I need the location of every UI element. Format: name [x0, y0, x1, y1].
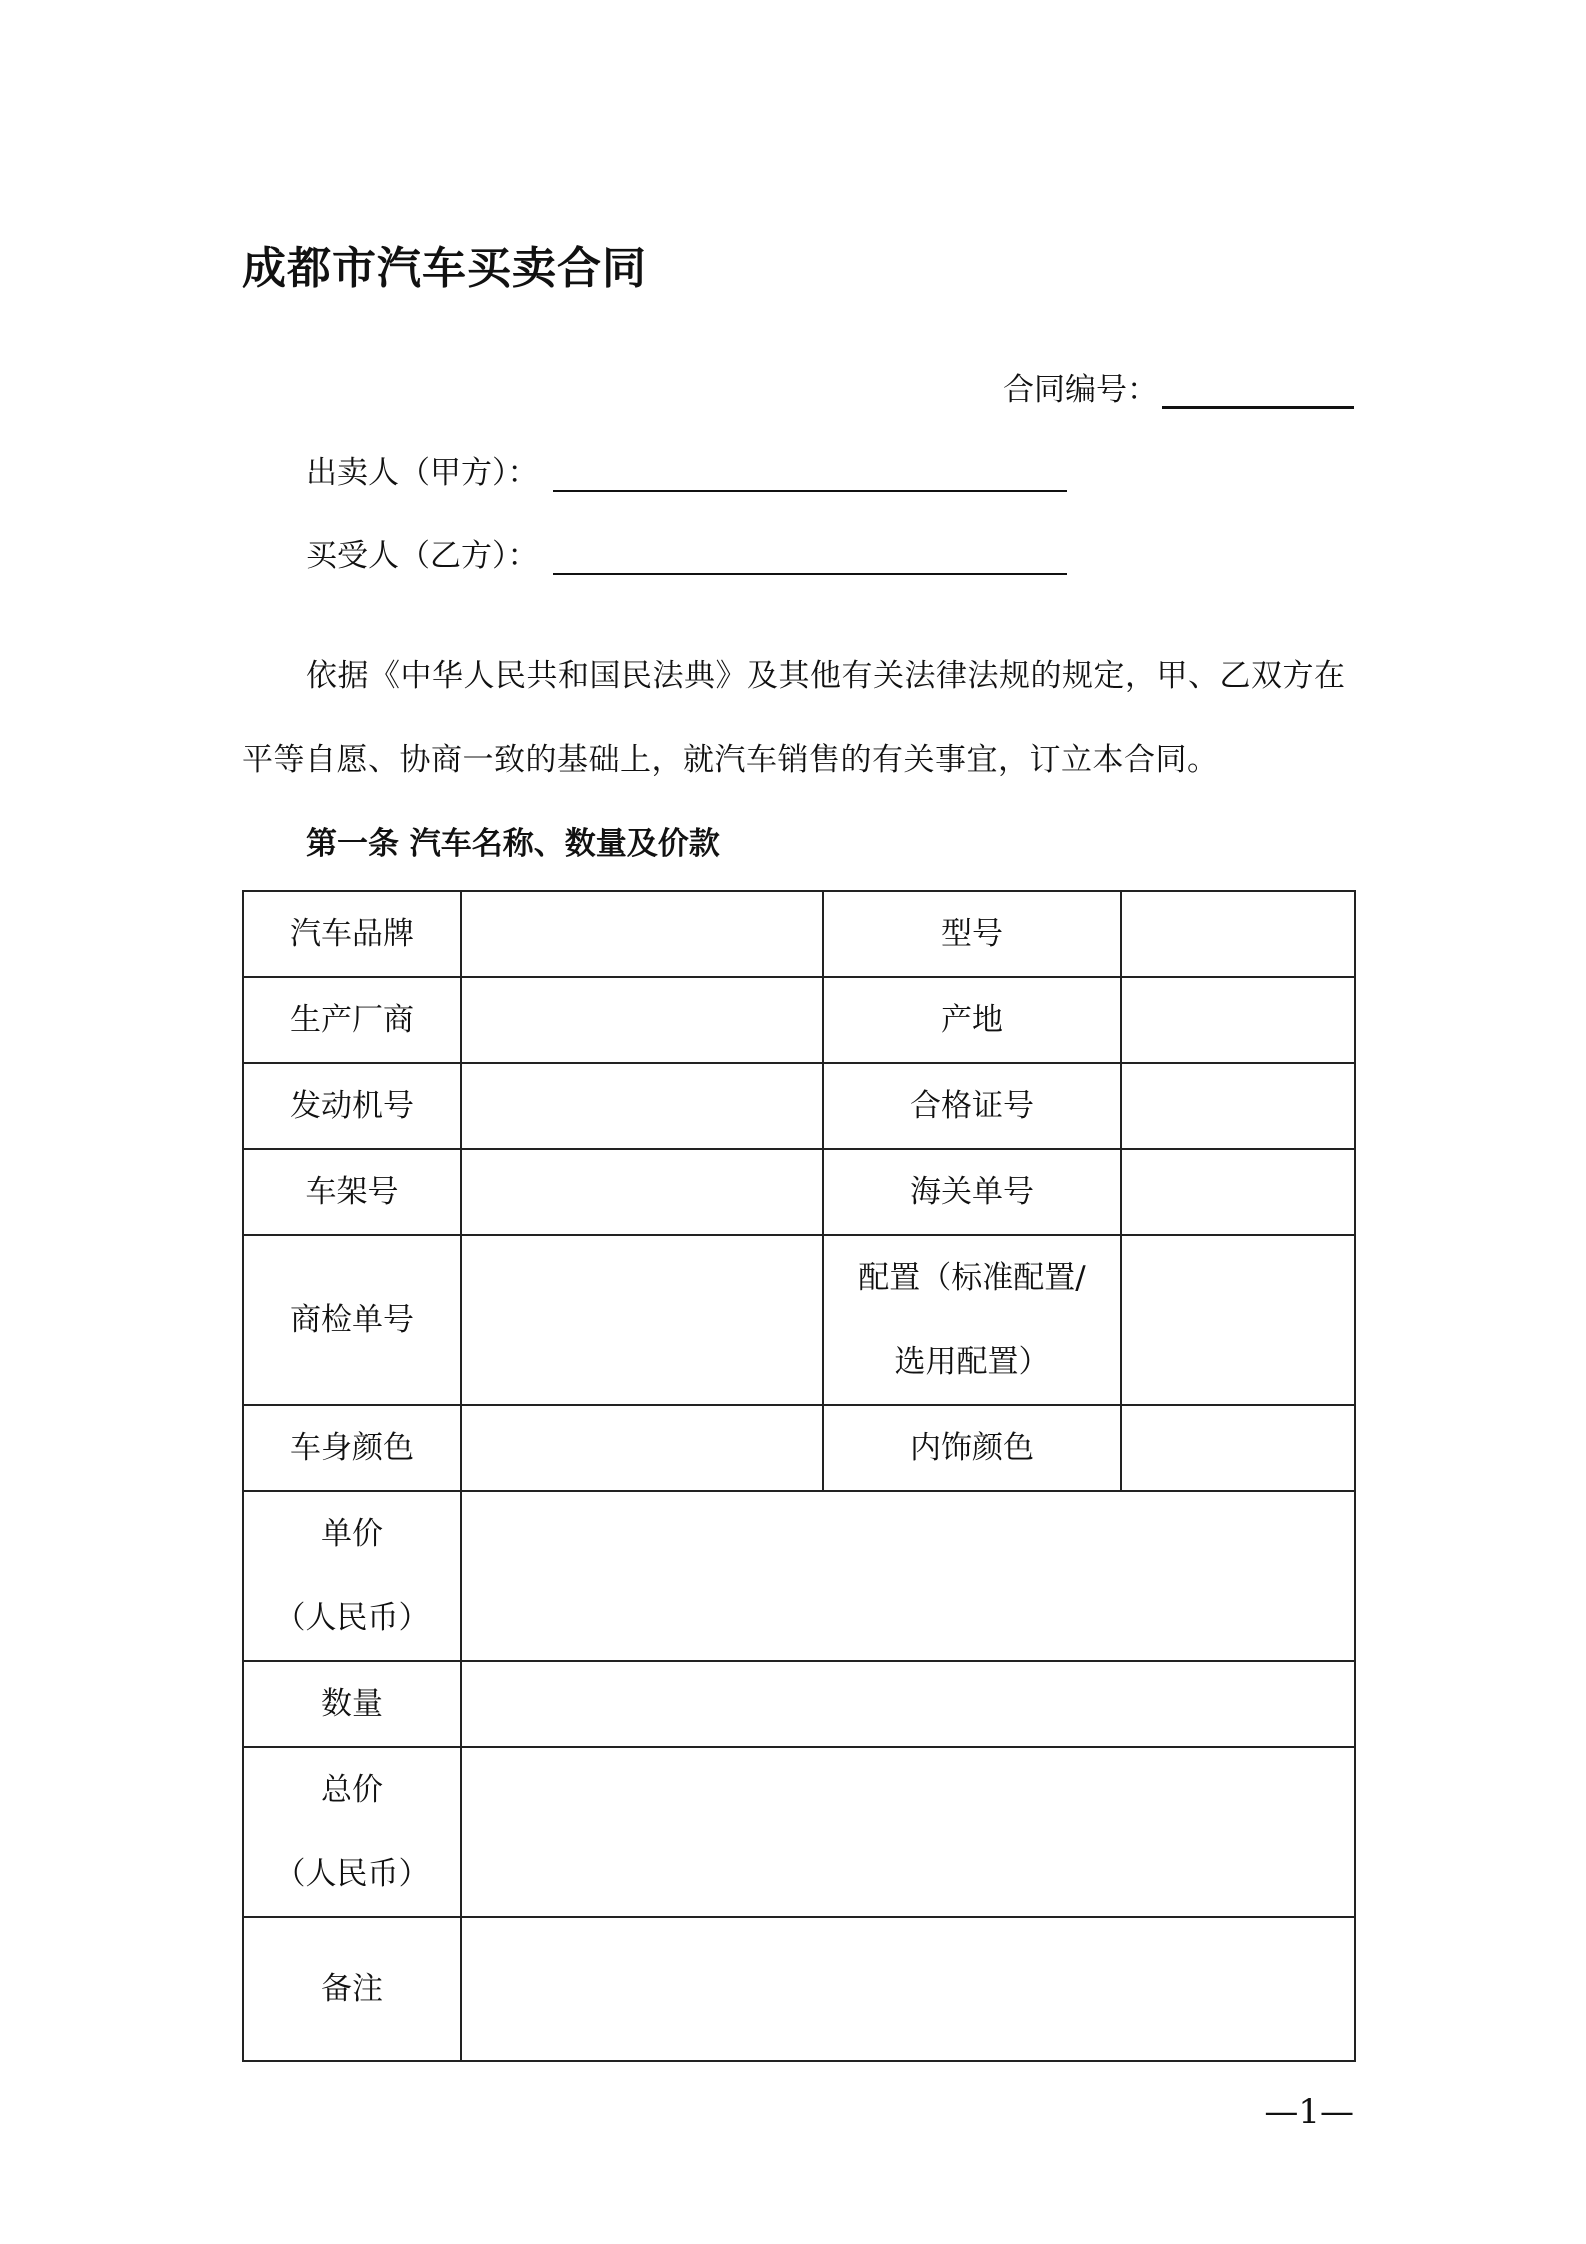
table-row: [243, 1235, 1355, 1405]
document-title: 成都市汽车买卖合同: [242, 243, 647, 294]
page-number: —1—: [1264, 2092, 1354, 2132]
table-row: [243, 1405, 1355, 1491]
unit-price-label-line2: （人民币）: [274, 1600, 430, 1636]
quantity-label: 数量: [243, 1661, 461, 1747]
table-row: [243, 1747, 1355, 1917]
buyer-row: [306, 530, 1067, 575]
contract-number-label: 合同编号：: [1003, 372, 1158, 408]
engine-no-label: 发动机号: [243, 1063, 461, 1149]
table-row: [243, 1149, 1355, 1235]
total-price-value[interactable]: [461, 1747, 1355, 1917]
table-row: [243, 1491, 1355, 1661]
total-price-label-line2: （人民币）: [274, 1856, 430, 1892]
total-price-label-line1: 总价: [321, 1772, 383, 1808]
config-label-line1: 配置（标准配置/: [858, 1260, 1086, 1296]
seller-row: [306, 447, 1067, 492]
origin-label: 产地: [823, 977, 1121, 1063]
table-row: [243, 977, 1355, 1063]
buyer-label: 买受人（乙方）：: [306, 538, 539, 574]
inspection-no-value[interactable]: [461, 1235, 823, 1405]
config-label: [823, 1235, 1121, 1405]
interior-color-label: 内饰颜色: [823, 1405, 1121, 1491]
vehicle-spec-table: [242, 890, 1356, 2062]
body-color-value[interactable]: [461, 1405, 823, 1491]
table-row: [243, 1917, 1355, 2061]
unit-price-label: [243, 1491, 461, 1661]
origin-value[interactable]: [1121, 977, 1355, 1063]
customs-no-value[interactable]: [1121, 1149, 1355, 1235]
manufacturer-label: 生产厂商: [243, 977, 461, 1063]
manufacturer-value[interactable]: [461, 977, 823, 1063]
buyer-blank[interactable]: [553, 537, 1067, 575]
brand-value[interactable]: [461, 891, 823, 977]
inspection-no-label: 商检单号: [243, 1235, 461, 1405]
model-label: 型号: [823, 891, 1121, 977]
quantity-value[interactable]: [461, 1661, 1355, 1747]
frame-no-value[interactable]: [461, 1149, 823, 1235]
customs-no-label: 海关单号: [823, 1149, 1121, 1235]
contract-number: [1003, 364, 1354, 409]
config-value[interactable]: [1121, 1235, 1355, 1405]
certificate-no-label: 合格证号: [823, 1063, 1121, 1149]
remarks-value[interactable]: [461, 1917, 1355, 2061]
certificate-no-value[interactable]: [1121, 1063, 1355, 1149]
remarks-label: 备注: [243, 1917, 461, 2061]
unit-price-value[interactable]: [461, 1491, 1355, 1661]
seller-label: 出卖人（甲方）：: [306, 455, 539, 491]
model-value[interactable]: [1121, 891, 1355, 977]
body-color-label: 车身颜色: [243, 1405, 461, 1491]
intro-paragraph: 依据《中华人民共和国民法典》及其他有关法律法规的规定，甲、乙双方在平等自愿、协商一致的基础上，就汽车销售的有关事宜，订立本合同。: [242, 658, 1346, 778]
interior-color-value[interactable]: [1121, 1405, 1355, 1491]
article-1-heading: 第一条 汽车名称、数量及价款: [306, 826, 720, 862]
frame-no-label: 车架号: [243, 1149, 461, 1235]
total-price-label: [243, 1747, 461, 1917]
unit-price-label-line1: 单价: [321, 1516, 383, 1552]
config-label-line2: 选用配置）: [894, 1344, 1050, 1380]
table-row: [243, 891, 1355, 977]
seller-blank[interactable]: [553, 454, 1067, 492]
engine-no-value[interactable]: [461, 1063, 823, 1149]
brand-label: 汽车品牌: [243, 891, 461, 977]
table-row: [243, 1063, 1355, 1149]
contract-number-blank[interactable]: [1162, 378, 1354, 409]
table-row: [243, 1661, 1355, 1747]
